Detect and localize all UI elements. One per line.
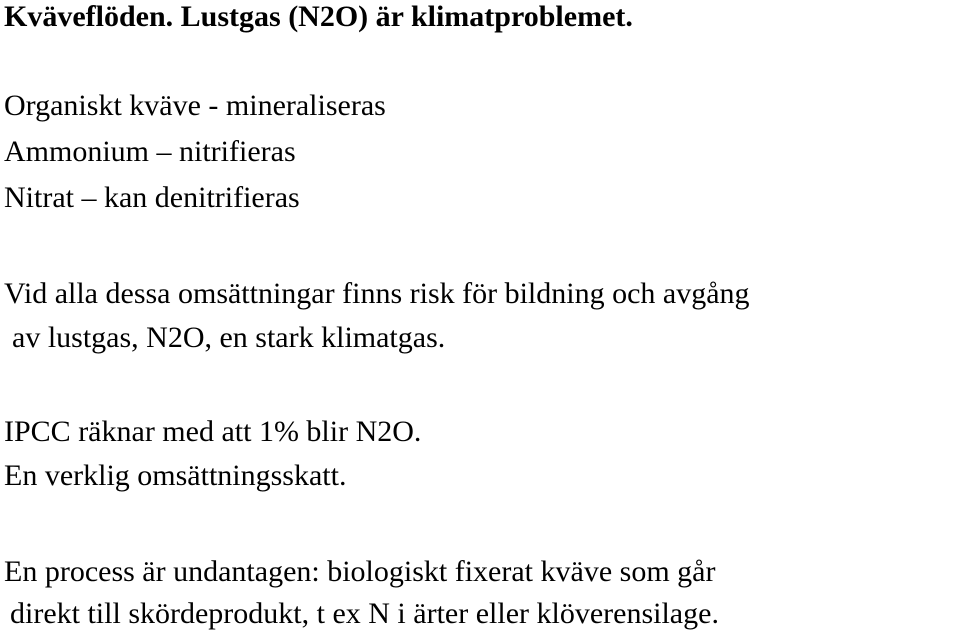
risk-text-line-1: Vid alla dessa omsättningar finns risk för bildning och avgång xyxy=(4,277,750,310)
risk-text-line-2: av lustgas, N2O, en stark klimatgas. xyxy=(12,321,446,354)
exception-text-line-2: direkt till skördeprodukt, t ex N i ärter eller klöverensilage. xyxy=(10,597,719,630)
process-line-nitrate: Nitrat – kan denitrifieras xyxy=(4,181,300,214)
ipcc-text-line-2: En verklig omsättningsskatt. xyxy=(4,459,347,492)
process-line-ammonium: Ammonium – nitrifieras xyxy=(4,135,296,168)
ipcc-text-line-1: IPCC räknar med att 1% blir N2O. xyxy=(4,415,422,448)
exception-text-line-1: En process är undantagen: biologiskt fixerat kväve som går xyxy=(4,555,716,588)
process-line-organic-nitrogen: Organiskt kväve - mineraliseras xyxy=(4,89,386,122)
page-title: Kväveflöden. Lustgas (N2O) är klimatproblemet. xyxy=(4,0,633,33)
